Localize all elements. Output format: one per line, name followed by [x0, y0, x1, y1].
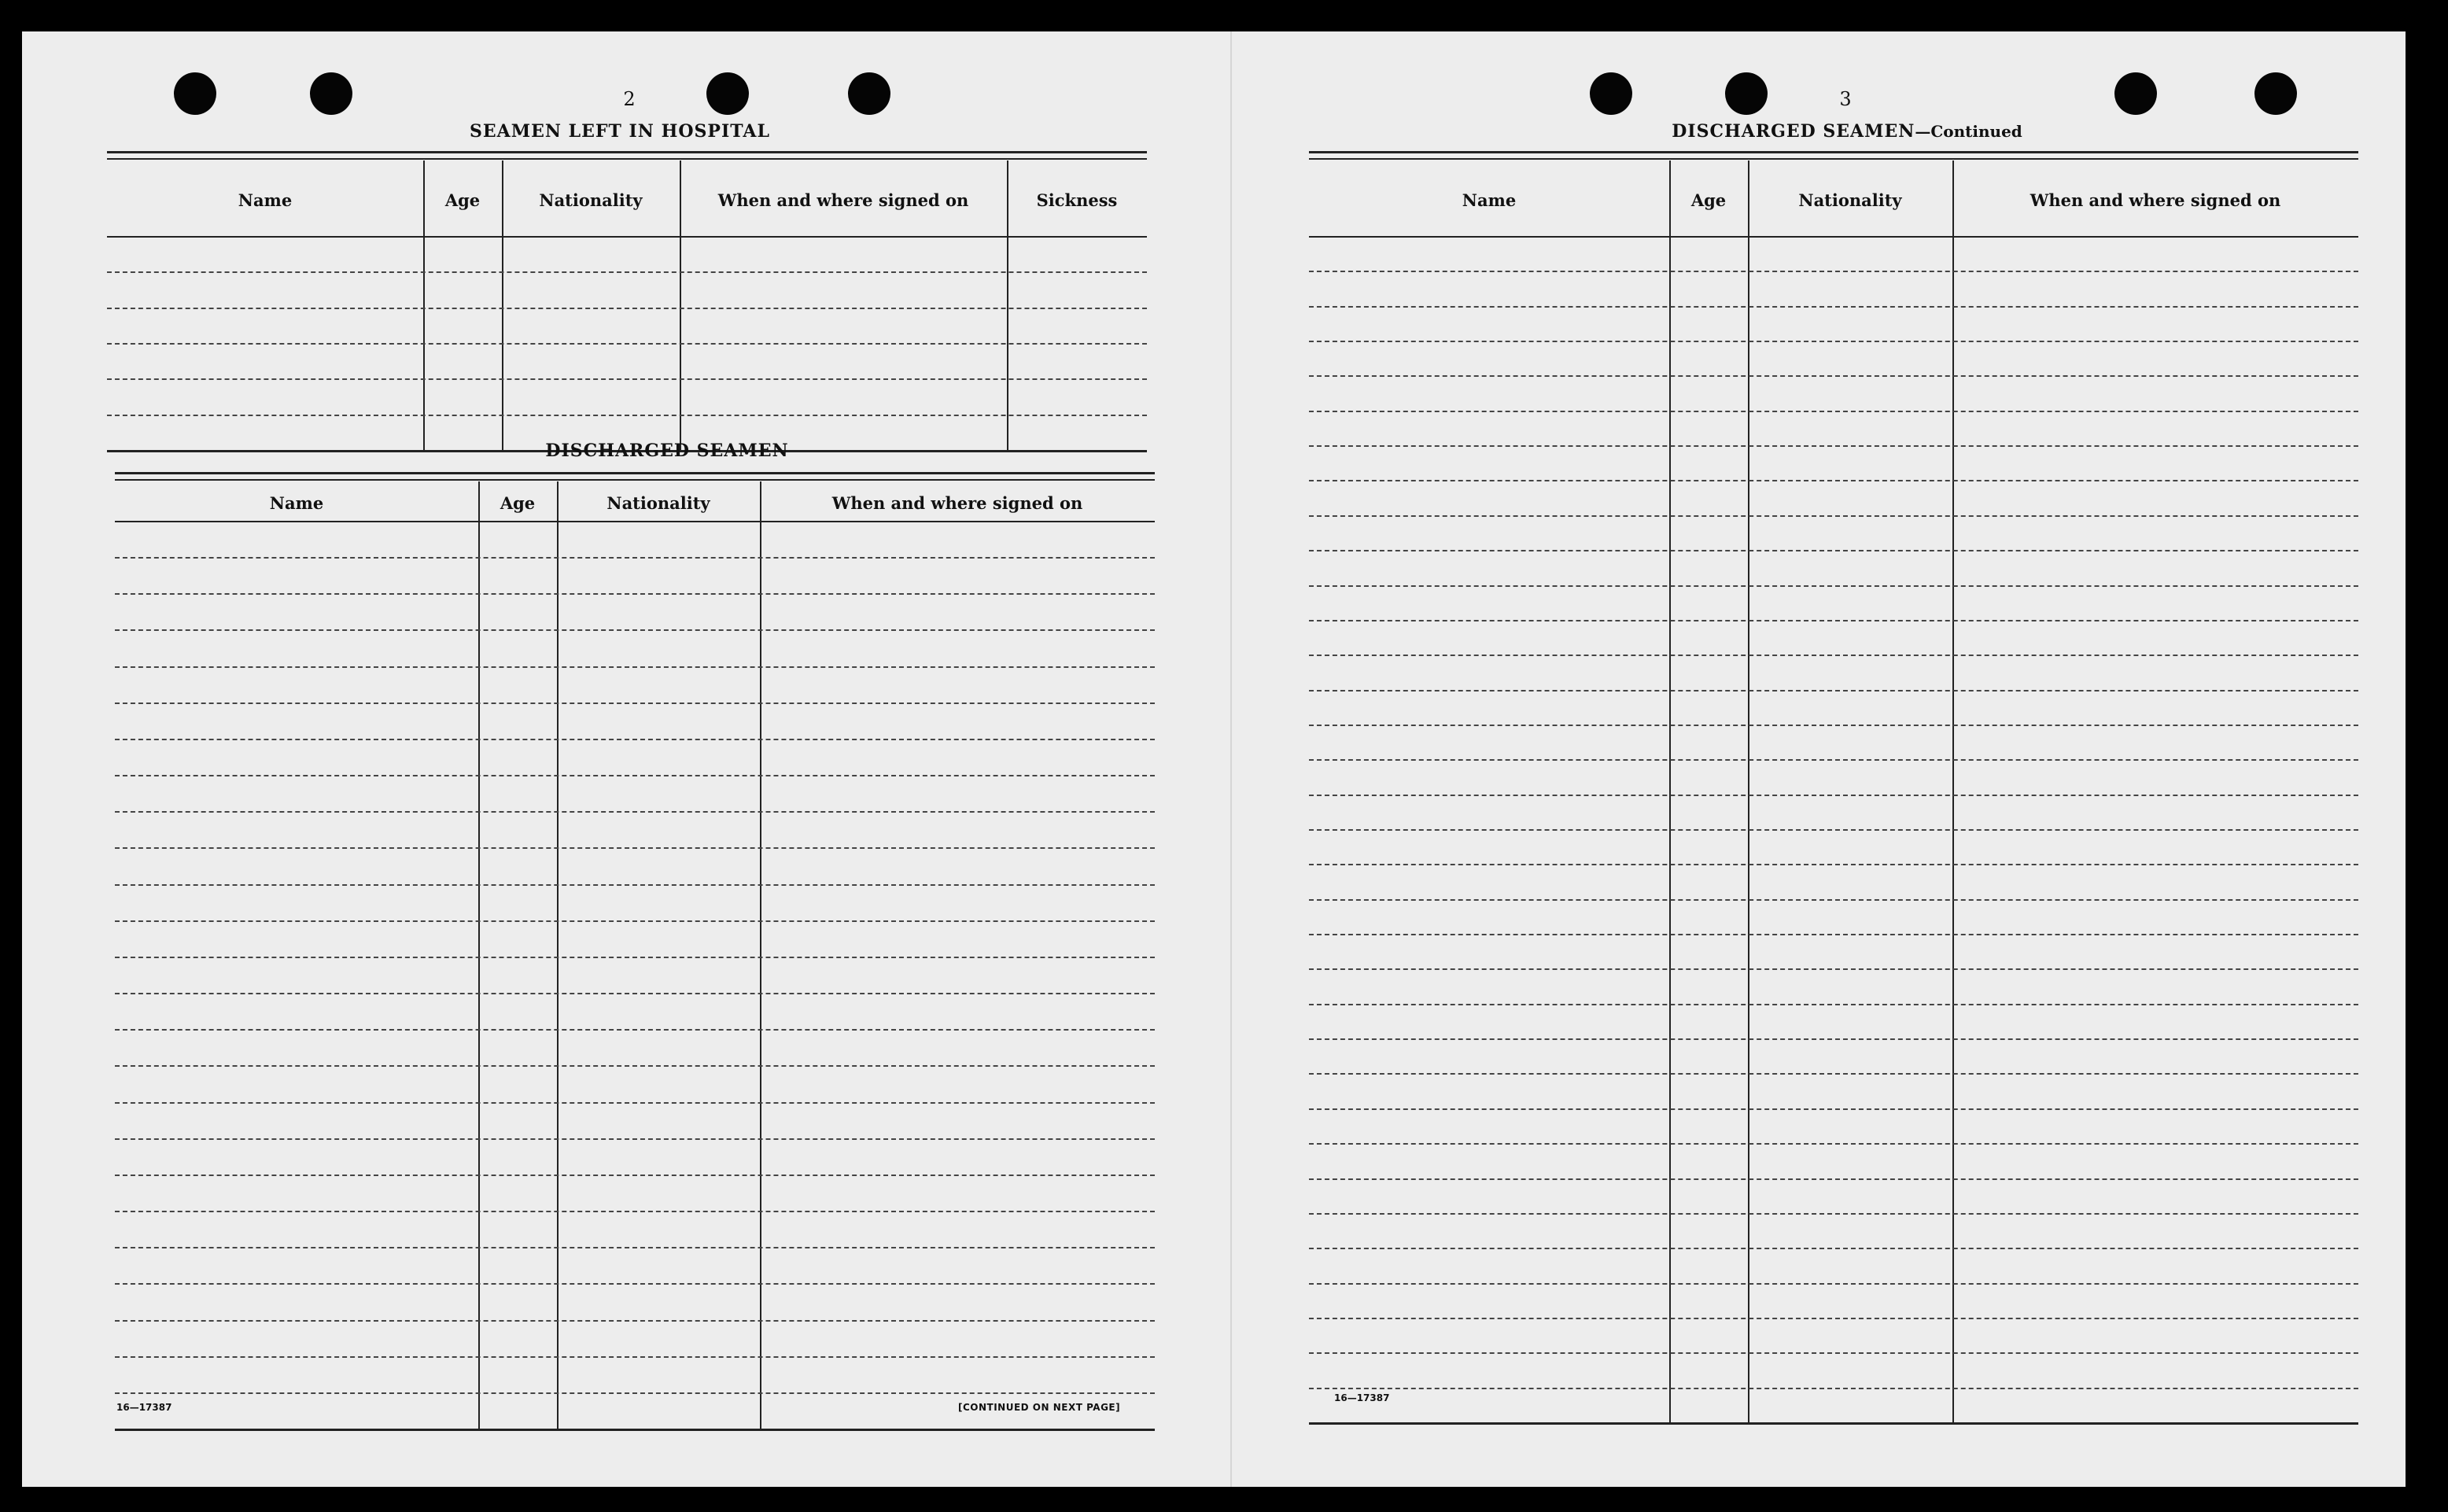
table-row: [107, 343, 1147, 345]
table-row: [1309, 759, 2358, 761]
column-divider: [760, 481, 761, 1429]
table-row: [115, 629, 1155, 631]
table-row: [115, 1029, 1155, 1031]
column-header: When and where signed on: [2030, 190, 2281, 210]
continued-note: [CONTINUED ON NEXT PAGE]: [958, 1402, 1121, 1413]
column-header: Sickness: [1036, 190, 1118, 210]
table-row: [1309, 1388, 2358, 1389]
column-divider: [680, 160, 681, 450]
table-row: [1309, 864, 2358, 865]
column-header: Name: [269, 493, 324, 513]
table-row: [115, 703, 1155, 704]
column-header: When and where signed on: [717, 190, 969, 210]
column-divider: [1952, 160, 1954, 1422]
page-number-left: 2: [623, 88, 636, 110]
table-row: [1309, 411, 2358, 412]
column-header: Nationality: [1798, 190, 1902, 210]
table-row: [1309, 1352, 2358, 1354]
table-row: [115, 775, 1155, 776]
table-row: [115, 957, 1155, 958]
column-divider: [557, 481, 559, 1429]
table-row: [1309, 899, 2358, 901]
table-row: [115, 593, 1155, 595]
column-header: Age: [1690, 190, 1727, 210]
binder-hole: [1725, 72, 1768, 115]
hospital-section-title: SEAMEN LEFT IN HOSPITAL: [470, 121, 770, 142]
table-row: [115, 1392, 1155, 1394]
table-row: [1309, 1178, 2358, 1180]
table-row: [1309, 445, 2358, 447]
continued-title-main: DISCHARGED SEAMEN: [1672, 121, 1915, 142]
table-row: [1309, 690, 2358, 691]
table-row: [1309, 1213, 2358, 1215]
table-row: [1309, 725, 2358, 726]
column-divider: [1669, 160, 1671, 1422]
table-row: [1309, 585, 2358, 587]
table-row: [115, 739, 1155, 740]
column-header: Name: [1462, 190, 1517, 210]
binder-hole: [2114, 72, 2157, 115]
table-row: [1309, 1073, 2358, 1075]
table-row: [1309, 1143, 2358, 1145]
column-divider: [1748, 160, 1749, 1422]
table-row: [115, 1175, 1155, 1176]
table-row: [1309, 1038, 2358, 1040]
binder-hole: [848, 72, 890, 115]
continued-section-title: [1595, 121, 2099, 142]
header-rule: [115, 521, 1155, 522]
table-row: [1309, 375, 2358, 377]
table-top-rule: [1309, 151, 2358, 160]
table-top-rule: [107, 151, 1147, 160]
column-divider: [1007, 160, 1008, 450]
binder-hole: [174, 72, 216, 115]
table-row: [1309, 968, 2358, 970]
table-row: [1309, 306, 2358, 308]
continued-title-suffix: —Continued: [1915, 122, 2022, 141]
table-row: [1309, 795, 2358, 796]
table-row: [1309, 515, 2358, 517]
continued-table: [1309, 151, 2358, 1422]
binder-hole: [706, 72, 749, 115]
table-row: [115, 1211, 1155, 1212]
table-row: [115, 1065, 1155, 1067]
table-row: [1309, 655, 2358, 656]
header-rule: [107, 236, 1147, 238]
table-row: [107, 415, 1147, 416]
discharged-section-title: DISCHARGED SEAMEN: [545, 441, 789, 461]
page-fold: [1230, 31, 1232, 1487]
column-header: Nationality: [539, 190, 643, 210]
table-row: [1309, 1108, 2358, 1110]
table-row: [115, 1320, 1155, 1322]
column-divider: [502, 160, 503, 450]
column-header: Age: [500, 493, 536, 513]
hospital-table: [107, 151, 1147, 450]
column-divider: [423, 160, 425, 450]
binder-hole: [2254, 72, 2297, 115]
table-row: [115, 1138, 1155, 1140]
table-row: [1309, 341, 2358, 342]
binder-hole: [310, 72, 352, 115]
table-row: [1309, 480, 2358, 481]
table-row: [115, 666, 1155, 668]
column-header: Name: [238, 190, 293, 210]
discharged-table: [115, 472, 1155, 1429]
table-row: [107, 308, 1147, 309]
table-row: [115, 557, 1155, 559]
binder-hole: [1590, 72, 1632, 115]
table-top-rule: [115, 472, 1155, 481]
table-row: [115, 993, 1155, 994]
table-row: [115, 884, 1155, 886]
form-number-left: 16—17387: [116, 1402, 172, 1413]
table-row: [1309, 829, 2358, 831]
table-row: [1309, 620, 2358, 621]
table-row: [115, 920, 1155, 922]
table-bottom-rule: [1309, 1422, 2358, 1425]
column-header: Nationality: [606, 493, 710, 513]
table-row: [115, 1356, 1155, 1358]
table-row: [1309, 934, 2358, 935]
table-row: [1309, 1004, 2358, 1005]
table-row: [1309, 271, 2358, 272]
table-row: [115, 1247, 1155, 1248]
form-number-right: 16—17387: [1334, 1392, 1390, 1403]
table-row: [115, 1102, 1155, 1104]
table-row: [1309, 1283, 2358, 1285]
document-sheet: [22, 31, 2406, 1487]
table-row: [1309, 550, 2358, 551]
table-row: [1309, 1318, 2358, 1319]
column-header: When and where signed on: [831, 493, 1083, 513]
column-divider: [478, 481, 480, 1429]
page-number-right: 3: [1839, 88, 1852, 110]
header-rule: [1309, 236, 2358, 238]
table-row: [1309, 1248, 2358, 1249]
table-bottom-rule: [115, 1429, 1155, 1431]
table-row: [107, 378, 1147, 380]
column-header: Age: [444, 190, 481, 210]
table-row: [115, 1283, 1155, 1285]
table-row: [107, 271, 1147, 273]
table-row: [115, 811, 1155, 813]
table-row: [115, 847, 1155, 849]
